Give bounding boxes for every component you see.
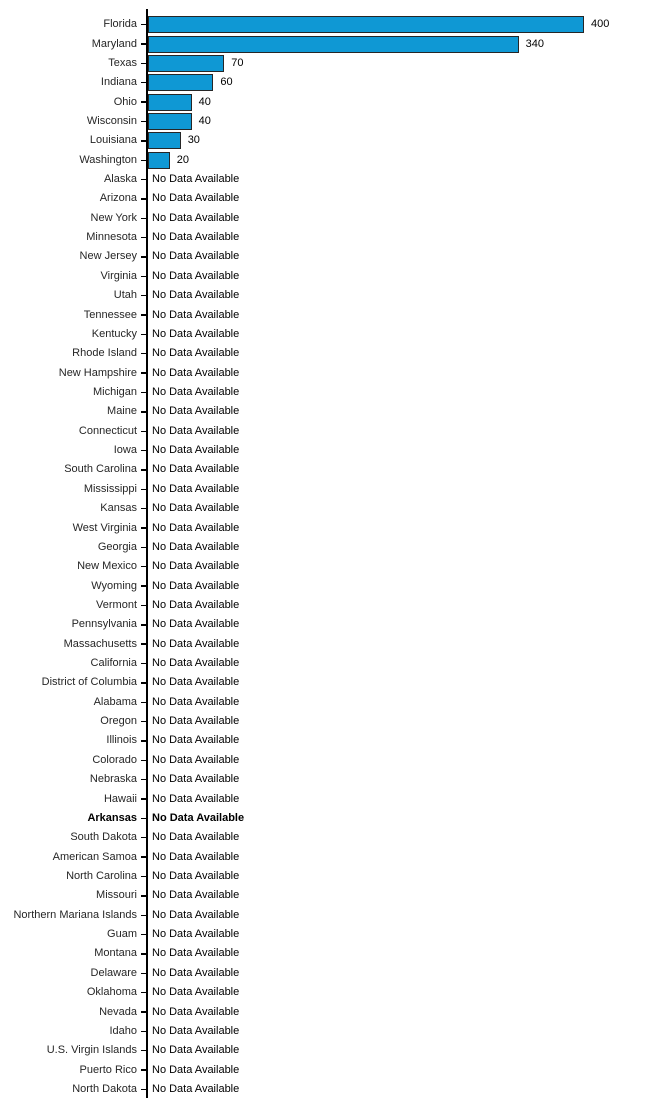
plot-area (148, 54, 650, 73)
axis-tick-icon (141, 682, 146, 683)
bar[interactable] (148, 55, 224, 72)
plot-area (148, 460, 650, 479)
category-label: Nebraska (89, 773, 137, 786)
plot-area (148, 247, 650, 266)
no-data-label: No Data Available (152, 637, 240, 650)
plot-area (148, 73, 650, 92)
plot-area (148, 92, 650, 111)
category-label: Texas (108, 56, 137, 69)
axis-tick-icon (141, 160, 146, 161)
chart-row (0, 576, 650, 595)
axis-tick-icon (141, 121, 146, 122)
no-data-label: No Data Available (152, 327, 240, 340)
category-label: New Hampshire (58, 366, 137, 379)
category-label: Colorado (92, 753, 137, 766)
chart-row (0, 983, 650, 1002)
category-label: Hawaii (103, 792, 137, 805)
no-data-label: No Data Available (152, 889, 240, 902)
no-data-label: No Data Available (152, 928, 240, 941)
no-data-label: No Data Available (152, 289, 240, 302)
chart-row (0, 538, 650, 557)
axis-tick-icon (141, 992, 146, 993)
plot-area (148, 325, 650, 344)
chart-row (0, 383, 650, 402)
plot-area (148, 480, 650, 499)
axis-tick-icon (141, 43, 146, 44)
category-label: North Dakota (72, 1082, 137, 1095)
chart-row (0, 731, 650, 750)
axis-tick-icon (141, 721, 146, 722)
category-label: Maine (107, 405, 137, 418)
chart-row (0, 267, 650, 286)
no-data-label: No Data Available (152, 173, 240, 186)
chart-row (0, 789, 650, 808)
value-label: 340 (525, 37, 544, 50)
category-label: Virginia (100, 269, 137, 282)
chart-row (0, 441, 650, 460)
plot-area (148, 557, 650, 576)
chart-row (0, 751, 650, 770)
category-label: Puerto Rico (79, 1063, 137, 1076)
chart-row (0, 286, 650, 305)
plot-area (148, 402, 650, 421)
plot-area (148, 673, 650, 692)
axis-tick-icon (141, 1011, 146, 1012)
value-label: 40 (198, 114, 211, 127)
plot-area (148, 789, 650, 808)
plot-area (148, 34, 650, 53)
chart-row (0, 1080, 650, 1099)
chart-row (0, 34, 650, 53)
plot-area (148, 731, 650, 750)
chart-row (0, 1022, 650, 1041)
category-label: Nevada (99, 1005, 137, 1018)
value-label: 20 (176, 153, 190, 166)
no-data-label: No Data Available (152, 598, 240, 611)
axis-tick-icon (141, 779, 146, 780)
category-label: American Samoa (52, 850, 137, 863)
category-label: Vermont (96, 598, 137, 611)
no-data-label: No Data Available (152, 1082, 240, 1095)
plot-area (148, 209, 650, 228)
category-label: Oregon (100, 715, 137, 728)
plot-area (148, 693, 650, 712)
no-data-label: No Data Available (152, 463, 240, 476)
plot-area (148, 228, 650, 247)
category-label: Washington (79, 153, 137, 166)
chart-row (0, 305, 650, 324)
axis-tick-icon (141, 624, 146, 625)
axis-tick-icon (141, 760, 146, 761)
plot-area (148, 131, 650, 150)
axis-tick-icon (141, 392, 146, 393)
plot-area (148, 906, 650, 925)
chart-row (0, 964, 650, 983)
no-data-label: No Data Available (152, 269, 240, 282)
category-label: Guam (107, 928, 137, 941)
category-label: Alaska (103, 173, 137, 186)
chart-row (0, 15, 650, 34)
axis-tick-icon (141, 643, 146, 644)
value-label: 70 (231, 56, 244, 69)
no-data-label: No Data Available (152, 753, 240, 766)
chart-row (0, 247, 650, 266)
plot-area (148, 886, 650, 905)
bar[interactable] (148, 132, 181, 149)
chart-row (0, 170, 650, 189)
no-data-label: No Data Available (152, 579, 240, 592)
chart-row (0, 1002, 650, 1021)
axis-tick-icon (141, 663, 146, 664)
axis-tick-icon (141, 218, 146, 219)
axis-tick-icon (141, 934, 146, 935)
no-data-label: No Data Available (152, 192, 240, 205)
chart-row (0, 189, 650, 208)
no-data-label: No Data Available (152, 715, 240, 728)
chart-row (0, 131, 650, 150)
value-label: 60 (220, 76, 233, 89)
chart-row (0, 596, 650, 615)
no-data-label: No Data Available (152, 482, 240, 495)
axis-tick-icon (141, 179, 146, 180)
chart-row (0, 925, 650, 944)
no-data-label: No Data Available (152, 657, 240, 670)
no-data-label: No Data Available (152, 734, 240, 747)
plot-area (148, 964, 650, 983)
plot-area (148, 867, 650, 886)
category-label: New Mexico (77, 560, 137, 573)
no-data-label: No Data Available (152, 540, 240, 553)
axis-tick-icon (141, 876, 146, 877)
axis-tick-icon (141, 334, 146, 335)
chart-row (0, 654, 650, 673)
plot-area (148, 170, 650, 189)
axis-tick-icon (141, 702, 146, 703)
chart-row (0, 518, 650, 537)
no-data-label: No Data Available (152, 618, 240, 631)
axis-tick-icon (141, 1089, 146, 1090)
chart-row (0, 847, 650, 866)
value-label: 400 (591, 18, 610, 31)
category-label: West Virginia (72, 521, 137, 534)
chart-row (0, 480, 650, 499)
axis-tick-icon (141, 740, 146, 741)
chart-row (0, 92, 650, 111)
category-label: Alabama (93, 695, 137, 708)
plot-area (148, 344, 650, 363)
plot-area (148, 499, 650, 518)
plot-area (148, 1002, 650, 1021)
chart-rows (0, 15, 650, 1099)
axis-tick-icon (141, 566, 146, 567)
plot-area (148, 828, 650, 847)
no-data-label: No Data Available (152, 908, 240, 921)
category-label: Idaho (109, 1024, 137, 1037)
no-data-label: No Data Available (152, 560, 240, 573)
axis-tick-icon (141, 895, 146, 896)
axis-tick-icon (141, 295, 146, 296)
plot-area (148, 925, 650, 944)
no-data-label: No Data Available (152, 386, 240, 398)
category-label: Indiana (100, 76, 137, 89)
axis-tick-icon (141, 353, 146, 354)
category-label: Louisiana (89, 134, 137, 147)
no-data-label: No Data Available (152, 521, 240, 534)
category-label: California (90, 657, 137, 670)
category-label: Rhode Island (72, 347, 137, 360)
plot-area (148, 267, 650, 286)
axis-tick-icon (141, 82, 146, 83)
axis-tick-icon (141, 915, 146, 916)
category-label: Kentucky (91, 327, 137, 340)
axis-tick-icon (141, 198, 146, 199)
plot-area (148, 596, 650, 615)
no-data-label: No Data Available (152, 347, 240, 360)
plot-area (148, 286, 650, 305)
plot-area (148, 983, 650, 1002)
category-label: Delaware (90, 966, 137, 979)
chart-row (0, 1041, 650, 1060)
category-label: Northern Mariana Islands (13, 908, 137, 921)
axis-tick-icon (141, 101, 146, 102)
category-label: Montana (94, 947, 137, 960)
axis-tick-icon (141, 1069, 146, 1070)
category-label: Missouri (96, 889, 137, 902)
axis-tick-icon (141, 450, 146, 451)
no-data-label: No Data Available (152, 502, 240, 515)
plot-area (148, 944, 650, 963)
plot-area (148, 770, 650, 789)
bar[interactable] (148, 113, 192, 130)
category-label: Tennessee (83, 308, 137, 321)
chart-row (0, 228, 650, 247)
plot-area (148, 809, 650, 828)
axis-tick-icon (141, 953, 146, 954)
category-label: U.S. Virgin Islands (46, 1044, 137, 1057)
category-label: Connecticut (78, 424, 137, 437)
category-label: Arizona (99, 192, 137, 205)
category-label: Iowa (113, 444, 137, 457)
plot-area (148, 615, 650, 634)
chart-row (0, 460, 650, 479)
chart-row (0, 325, 650, 344)
category-label: Arkansas (87, 811, 137, 824)
chart-row (0, 615, 650, 634)
category-label: Michigan (92, 386, 137, 398)
axis-tick-icon (141, 411, 146, 412)
no-data-label: No Data Available (152, 424, 240, 437)
axis-tick-icon (141, 508, 146, 509)
no-data-label: No Data Available (152, 676, 240, 689)
plot-area (148, 635, 650, 654)
no-data-label: No Data Available (152, 831, 240, 844)
category-label: Kansas (100, 502, 137, 515)
axis-tick-icon (141, 489, 146, 490)
plot-area (148, 712, 650, 731)
chart-row (0, 151, 650, 170)
no-data-label: No Data Available (152, 850, 240, 863)
chart-row (0, 422, 650, 441)
no-data-label: No Data Available (152, 869, 240, 882)
category-label: Utah (113, 289, 137, 302)
axis-tick-icon (141, 973, 146, 974)
no-data-label: No Data Available (152, 1024, 240, 1037)
chart-row (0, 693, 650, 712)
no-data-label: No Data Available (152, 1044, 240, 1057)
axis-tick-icon (141, 256, 146, 257)
category-label: Florida (103, 18, 137, 31)
no-data-label: No Data Available (152, 947, 240, 960)
category-label: Ohio (113, 95, 137, 108)
plot-area (148, 151, 650, 170)
chart-row (0, 363, 650, 382)
no-data-label: No Data Available (152, 444, 240, 457)
category-label: New York (90, 211, 137, 224)
value-label: 40 (198, 95, 211, 108)
category-label: Mississippi (83, 482, 137, 495)
axis-tick-icon (141, 1050, 146, 1051)
chart-row (0, 557, 650, 576)
axis-tick-icon (141, 856, 146, 857)
chart-row (0, 770, 650, 789)
axis-tick-icon (141, 276, 146, 277)
no-data-label: No Data Available (152, 792, 240, 805)
chart-row (0, 54, 650, 73)
plot-area (148, 518, 650, 537)
category-label: South Carolina (64, 463, 137, 476)
plot-area (148, 1041, 650, 1060)
chart-row (0, 112, 650, 131)
axis-tick-icon (141, 818, 146, 819)
axis-tick-icon (141, 1031, 146, 1032)
chart-row (0, 402, 650, 421)
axis-tick-icon (141, 237, 146, 238)
category-label: Minnesota (86, 231, 137, 244)
plot-area (148, 441, 650, 460)
no-data-label: No Data Available (152, 1063, 240, 1076)
plot-area (148, 15, 650, 34)
plot-area (148, 189, 650, 208)
axis-tick-icon (141, 140, 146, 141)
no-data-label: No Data Available (152, 250, 240, 263)
no-data-label: No Data Available (152, 1005, 240, 1018)
axis-tick-icon (141, 314, 146, 315)
axis-tick-icon (141, 837, 146, 838)
chart-row (0, 209, 650, 228)
category-label: Wyoming (91, 579, 137, 592)
no-data-label: No Data Available (152, 986, 240, 999)
no-data-label: No Data Available (152, 366, 240, 379)
plot-area (148, 305, 650, 324)
bar[interactable] (148, 94, 192, 111)
chart-row (0, 344, 650, 363)
axis-tick-icon (141, 372, 146, 373)
axis-tick-icon (141, 24, 146, 25)
category-label: North Carolina (66, 869, 137, 882)
no-data-label: No Data Available (152, 695, 240, 708)
axis-tick-icon (141, 431, 146, 432)
chart-row (0, 73, 650, 92)
category-label: South Dakota (70, 831, 137, 844)
category-label: Oklahoma (86, 986, 137, 999)
plot-area (148, 1022, 650, 1041)
plot-area (148, 1080, 650, 1099)
no-data-label: No Data Available (152, 966, 240, 979)
bar[interactable] (148, 74, 213, 91)
bar[interactable] (148, 16, 584, 33)
bar[interactable] (148, 152, 170, 169)
chart-row (0, 635, 650, 654)
category-label: Illinois (106, 734, 137, 747)
plot-area (148, 576, 650, 595)
no-data-label: No Data Available (152, 811, 245, 824)
chart-row (0, 906, 650, 925)
plot-area (148, 112, 650, 131)
plot-area (148, 1060, 650, 1079)
category-label: Maryland (91, 37, 137, 50)
axis-tick-icon (141, 605, 146, 606)
no-data-label: No Data Available (152, 211, 240, 224)
plot-area (148, 383, 650, 402)
axis-tick-icon (141, 469, 146, 470)
chart-row (0, 712, 650, 731)
category-label: New Jersey (79, 250, 137, 263)
plot-area (148, 363, 650, 382)
value-label: 30 (187, 134, 200, 147)
chart-row (0, 886, 650, 905)
chart-row (0, 944, 650, 963)
category-label: Massachusetts (63, 637, 137, 650)
category-label: Pennsylvania (71, 618, 137, 631)
axis-tick-icon (141, 798, 146, 799)
chart-row (0, 828, 650, 847)
chart-row (0, 867, 650, 886)
chart-row (0, 673, 650, 692)
no-data-label: No Data Available (152, 405, 240, 418)
plot-area (148, 751, 650, 770)
plot-area (148, 538, 650, 557)
category-label: District of Columbia (41, 676, 137, 689)
chart-row (0, 1060, 650, 1079)
category-label: Georgia (97, 540, 137, 553)
axis-tick-icon (141, 585, 146, 586)
axis-tick-icon (141, 63, 146, 64)
no-data-label: No Data Available (152, 308, 240, 321)
plot-area (148, 847, 650, 866)
chart-row (0, 499, 650, 518)
axis-tick-icon (141, 547, 146, 548)
plot-area (148, 654, 650, 673)
no-data-label: No Data Available (152, 231, 240, 244)
axis-tick-icon (141, 527, 146, 528)
category-label: Wisconsin (86, 114, 137, 127)
no-data-label: No Data Available (152, 773, 240, 786)
plot-area (148, 422, 650, 441)
chart-row (0, 809, 650, 828)
bar[interactable] (148, 36, 519, 53)
